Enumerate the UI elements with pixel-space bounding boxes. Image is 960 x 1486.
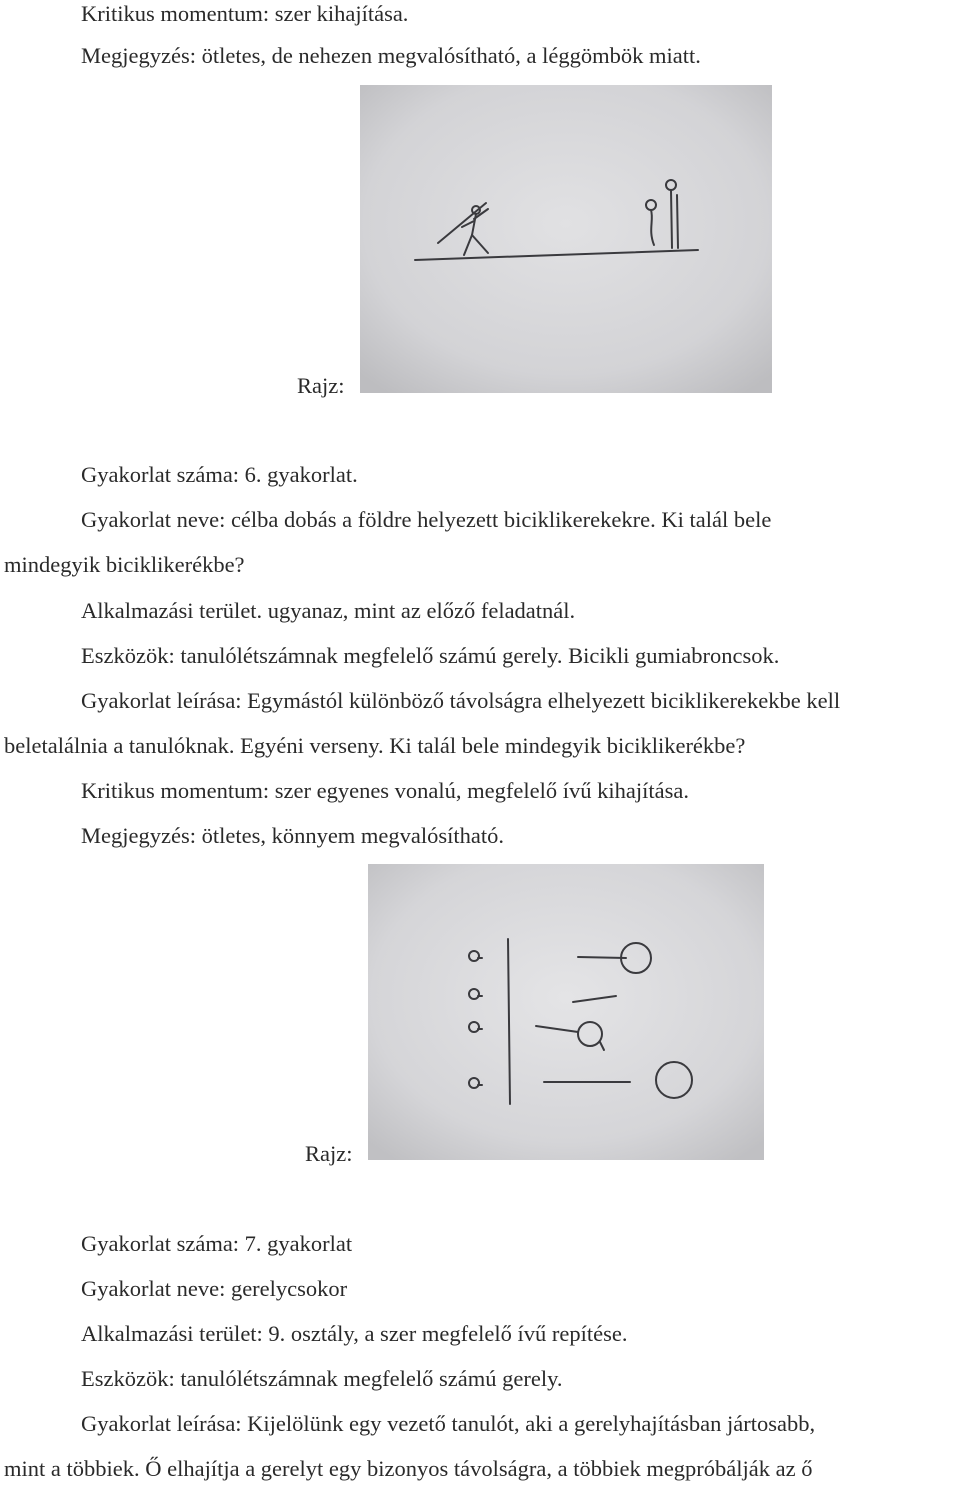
gyakorlat-leirasa-7-line1: Gyakorlat leírása: Kijelölünk egy vezető tanulót, aki a gerelyhajításban jártosabb, <box>81 1411 816 1436</box>
javelin-balloon-sketch <box>360 85 772 393</box>
drawing-photo-wheels <box>368 864 764 1160</box>
rajz-label-1: Rajz: <box>297 373 345 398</box>
gyakorlat-szama-7: Gyakorlat száma: 7. gyakorlat <box>81 1231 353 1256</box>
drawing-photo-balloons <box>360 85 772 393</box>
kritikus-momentum-5: Kritikus momentum: szer kihajítása. <box>81 1 409 26</box>
alkalmazasi-terulet-6: Alkalmazási terület. ugyanaz, mint az előző feladatnál. <box>81 598 576 623</box>
megjegyzes-6: Megjegyzés: ötletes, könnyem megvalósítható. <box>81 823 505 848</box>
eszkozok-6: Eszközök: tanulólétszámnak megfelelő számú gerely. Bicikli gumiabroncsok. <box>81 643 780 668</box>
gyakorlat-neve-6-line1: Gyakorlat neve: célba dobás a földre helyezett biciklikerekekre. Ki talál bele <box>81 507 772 532</box>
kritikus-momentum-6: Kritikus momentum: szer egyenes vonalú, megfelelő ívű kihajítása. <box>81 778 689 803</box>
gyakorlat-leirasa-7-line2: mint a többiek. Ő elhajítja a gerelyt egy bizonyos távolságra, a többiek megpróbálják az ő <box>4 1456 813 1481</box>
gyakorlat-leirasa-6-line1: Gyakorlat leírása: Egymástól különböző távolságra elhelyezett biciklikerekekbe kell <box>81 688 841 713</box>
eszkozok-7: Eszközök: tanulólétszámnak megfelelő számú gerely. <box>81 1366 563 1391</box>
gyakorlat-neve-6-line2: mindegyik biciklikerékbe? <box>4 552 245 577</box>
gyakorlat-leirasa-6-line2: beletalálnia a tanulóknak. Egyéni verseny. Ki talál bele mindegyik biciklikerékbe? <box>4 733 746 758</box>
alkalmazasi-terulet-7: Alkalmazási terület: 9. osztály, a szer megfelelő ívű repítése. <box>81 1321 628 1346</box>
gyakorlat-szama-6: Gyakorlat száma: 6. gyakorlat. <box>81 462 358 487</box>
rajz-label-2: Rajz: <box>305 1141 353 1166</box>
bicycle-wheel-sketch <box>368 864 764 1160</box>
megjegyzes-5: Megjegyzés: ötletes, de nehezen megvalósítható, a léggömbök miatt. <box>81 43 701 68</box>
gyakorlat-neve-7: Gyakorlat neve: gerelycsokor <box>81 1276 348 1301</box>
